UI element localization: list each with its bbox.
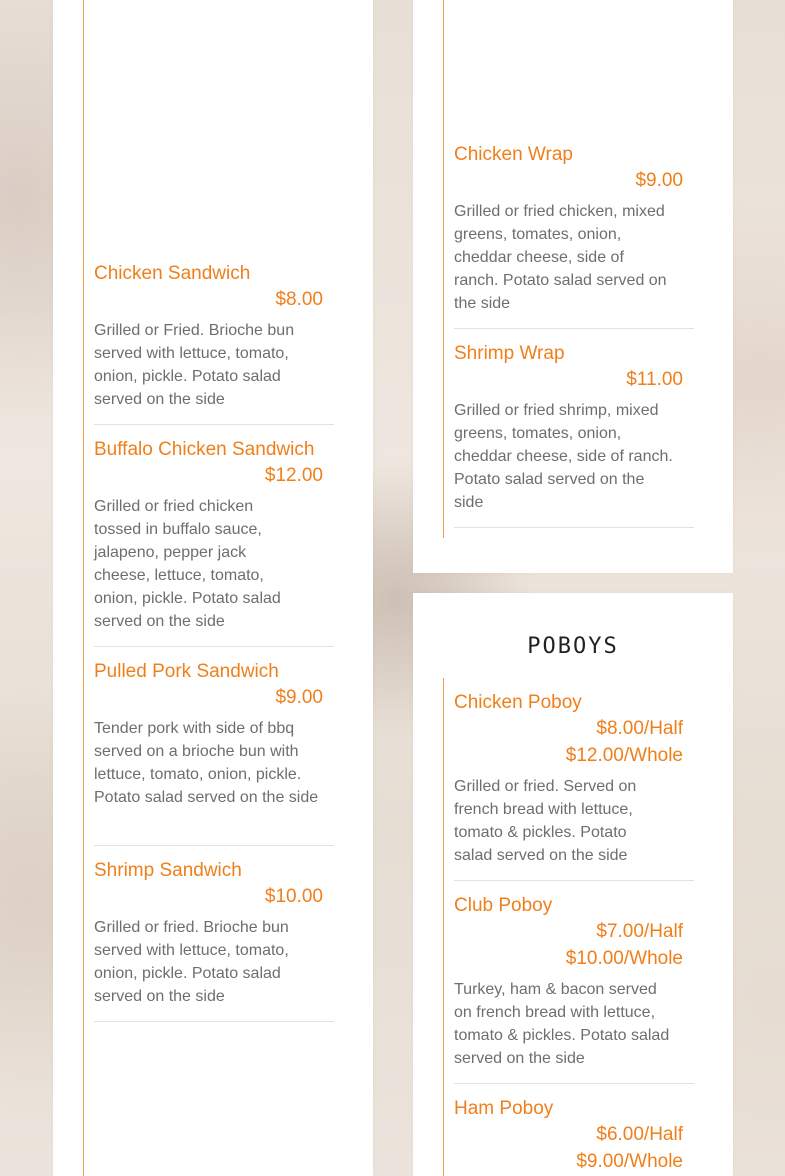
item-name: Chicken Poboy bbox=[454, 692, 582, 713]
item-divider bbox=[454, 880, 694, 881]
item-divider bbox=[454, 328, 694, 329]
item-name: Shrimp Sandwich bbox=[94, 860, 242, 881]
item-description: Grilled or Fried. Brioche bun served with lettuce, tomato, onion, pickle. Potato salad served on the side bbox=[94, 322, 295, 408]
sandwiches-column-line bbox=[83, 0, 84, 1176]
item-name: Ham Poboy bbox=[454, 1098, 554, 1119]
item-price-whole: $12.00/Whole bbox=[565, 745, 683, 766]
item-description: Grilled or fried chicken tossed in buffalo sauce, jalapeno, pepper jack cheese, lettuce, tomato, onion, pickle. Potato salad served on the side bbox=[94, 498, 281, 630]
item-price-half: $7.00/Half bbox=[596, 921, 683, 942]
menu-item-club-poboy[interactable] bbox=[454, 894, 683, 1070]
wraps-column-line bbox=[443, 0, 444, 538]
item-name: Club Poboy bbox=[454, 895, 553, 916]
section-title: POBOYS bbox=[527, 634, 619, 659]
item-price-half: $6.00/Half bbox=[596, 1124, 683, 1145]
menu-item-shrimp-sandwich[interactable] bbox=[94, 859, 323, 1008]
item-name: Chicken Wrap bbox=[454, 144, 573, 165]
menu-item-chicken-sandwich[interactable] bbox=[94, 262, 323, 411]
item-name: Pulled Pork Sandwich bbox=[94, 661, 279, 682]
poboys-card bbox=[413, 593, 733, 1176]
item-description: Turkey, ham & bacon served on french bread with lettuce, tomato & pickles. Potato salad served on the side bbox=[454, 981, 670, 1067]
item-price-half: $8.00/Half bbox=[596, 718, 683, 739]
item-price: $8.00 bbox=[275, 289, 323, 310]
item-divider bbox=[454, 527, 694, 528]
item-divider bbox=[94, 424, 334, 425]
item-description: Grilled or fried chicken, mixed greens, tomates, onion, cheddar cheese, side of ranch. Potato salad served on the side bbox=[454, 203, 667, 312]
item-price: $10.00 bbox=[264, 886, 323, 907]
item-price-whole: $9.00/Whole bbox=[576, 1151, 683, 1172]
item-description: Tender pork with side of bbq served on a brioche bun with lettuce, tomato, onion, pickle. Potato salad served on the side bbox=[94, 720, 319, 806]
item-divider bbox=[94, 1021, 334, 1022]
item-price: $9.00 bbox=[275, 687, 323, 708]
sandwiches-card bbox=[53, 0, 373, 1176]
wraps-card bbox=[413, 0, 733, 573]
poboys-column-line bbox=[443, 678, 444, 1176]
menu-item-ham-poboy[interactable] bbox=[454, 1097, 683, 1175]
menu-item-chicken-poboy[interactable] bbox=[454, 691, 683, 867]
item-name: Shrimp Wrap bbox=[454, 343, 565, 364]
menu-item-buffalo-chicken-sandwich[interactable] bbox=[94, 438, 323, 633]
item-name: Chicken Sandwich bbox=[94, 263, 251, 284]
item-price: $9.00 bbox=[635, 170, 683, 191]
menu-item-shrimp-wrap[interactable] bbox=[454, 342, 683, 514]
item-name: Buffalo Chicken Sandwich bbox=[94, 439, 315, 460]
menu-item-chicken-wrap[interactable] bbox=[454, 143, 683, 315]
item-description: Grilled or fried shrimp, mixed greens, tomates, onion, cheddar cheese, side of ranch. Potato salad served on the side bbox=[454, 402, 673, 511]
item-divider bbox=[454, 1083, 694, 1084]
item-description: Grilled or fried. Served on french bread with lettuce, tomato & pickles. Potato salad served on the side bbox=[454, 778, 637, 864]
menu-item-pulled-pork-sandwich[interactable] bbox=[94, 660, 323, 809]
item-price-whole: $10.00/Whole bbox=[565, 948, 683, 969]
item-divider bbox=[94, 845, 334, 846]
item-divider bbox=[94, 646, 334, 647]
item-price: $12.00 bbox=[264, 465, 323, 486]
item-price: $11.00 bbox=[626, 369, 683, 390]
item-description: Grilled or fried. Brioche bun served with lettuce, tomato, onion, pickle. Potato salad served on the side bbox=[94, 919, 289, 1005]
